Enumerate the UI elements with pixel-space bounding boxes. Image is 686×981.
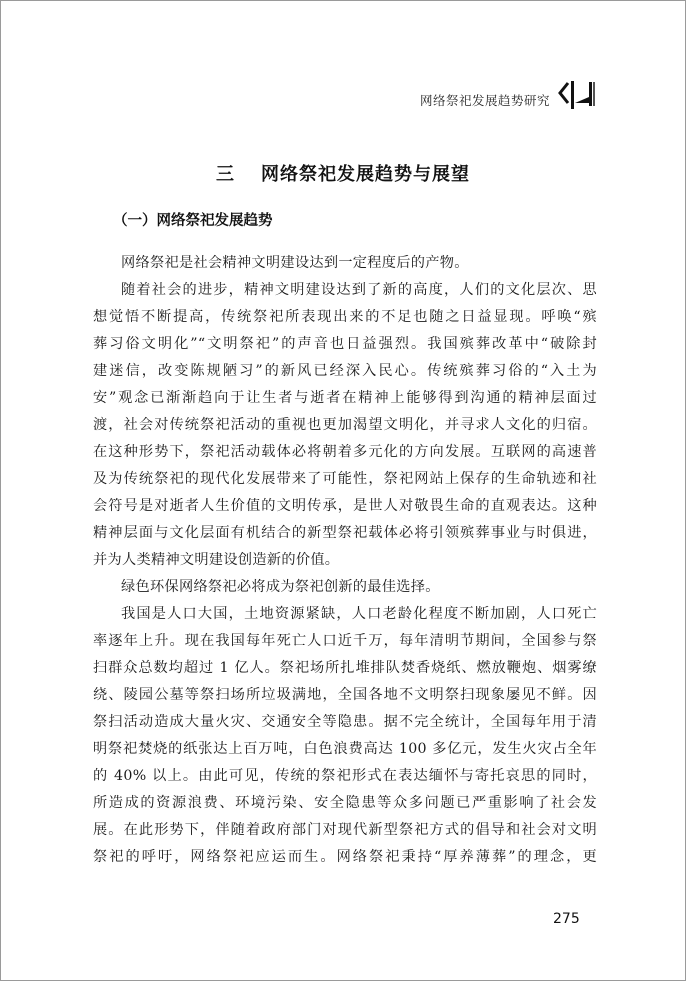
body-line: 渡，社会对传统祭祀活动的重视也更加渴望文明化，并寻求人文化的归宿。 (93, 417, 597, 433)
body-line: 安”观念已渐渐趋向于让生者与逝者在精神上能够得到沟通的精神层面过 (93, 390, 597, 406)
body-line: 我国是人口大国，土地资源紧缺，人口老龄化程度不断加剧，人口死亡 (121, 606, 597, 622)
chapter-title-text: 网络祭祀发展趋势与展望 (261, 164, 470, 185)
body-line: 并为人类精神文明建设创造新的价值。 (93, 552, 340, 568)
body-line: 在这种形势下，祭祀活动载体必将朝着多元化的方向发展。互联网的高速普 (93, 444, 597, 460)
body-line: 绕、陵园公墓等祭扫场所垃圾满地，全国各地不文明祭扫现象屡见不鲜。因 (93, 687, 597, 703)
body-line: 祭祀的呼吁，网络祭祀应运而生。网络祭祀秉持“厚养薄葬”的理念，更 (93, 849, 597, 865)
body-line: 网络祭祀是社会精神文明建设达到一定程度后的产物。 (121, 255, 469, 271)
body-line: 展。在此形势下，伴随着政府部门对现代新型祭祀方式的倡导和社会对文明 (93, 822, 597, 838)
body-line: 精神层面与文化层面有机结合的新型祭祀载体必将引领殡葬事业与时俱进， (93, 525, 597, 541)
body-line: 及为传统祭祀的现代化发展带来了可能性，祭祀网站上保存的生命轨迹和社 (93, 471, 597, 487)
running-head: 网络祭祀发展趋势研究 (419, 93, 550, 108)
body-line: 祭扫活动造成大量火灾、交通安全等隐患。据不完全统计，全国每年用于清 (93, 714, 597, 730)
header-emblem-icon (556, 79, 596, 111)
body-line: 所造成的资源浪费、环境污染、安全隐患等众多问题已严重影响了社会发 (93, 795, 597, 811)
chapter-title (0, 160, 686, 186)
body-line: 想觉悟不断提高，传统祭祀所表现出来的不足也随之日益显现。呼唤“殡 (93, 309, 597, 325)
body-line: 葬习俗文明化”“文明祭祀”的声音也日益强烈。我国殡葬改革中“破除封 (93, 336, 597, 352)
body-line: 扫群众总数均超过 1 亿人。祭祀场所扎堆排队焚香烧纸、燃放鞭炮、烟雾缭 (93, 660, 597, 676)
body-line: 会符号是对逝者人生价值的文明传承，是世人对敬畏生命的直观表达。这种 (93, 498, 597, 514)
page-number: 275 (553, 911, 580, 927)
body-line: 建迷信，改变陈规陋习”的新风已经深入民心。传统殡葬习俗的“入土为 (93, 363, 597, 379)
body-text (93, 250, 597, 871)
body-line: 随着社会的进步，精神文明建设达到了新的高度，人们的文化层次、思 (121, 282, 597, 298)
body-line: 明祭祀焚烧的纸张达上百万吨，白色浪费高达 100 多亿元，发生火灾占全年 (93, 741, 597, 757)
section-title: （一）网络祭祀发展趋势 (113, 213, 273, 229)
body-line: 的 40% 以上。由此可见，传统的祭祀形式在表达缅怀与寄托哀思的同时， (93, 768, 597, 784)
body-line: 绿色环保网络祭祀必将成为祭祀创新的最佳选择。 (121, 579, 440, 595)
chapter-number: 三 (216, 164, 235, 185)
body-line: 率逐年上升。现在我国每年死亡人口近千万，每年清明节期间，全国参与祭 (93, 633, 597, 649)
